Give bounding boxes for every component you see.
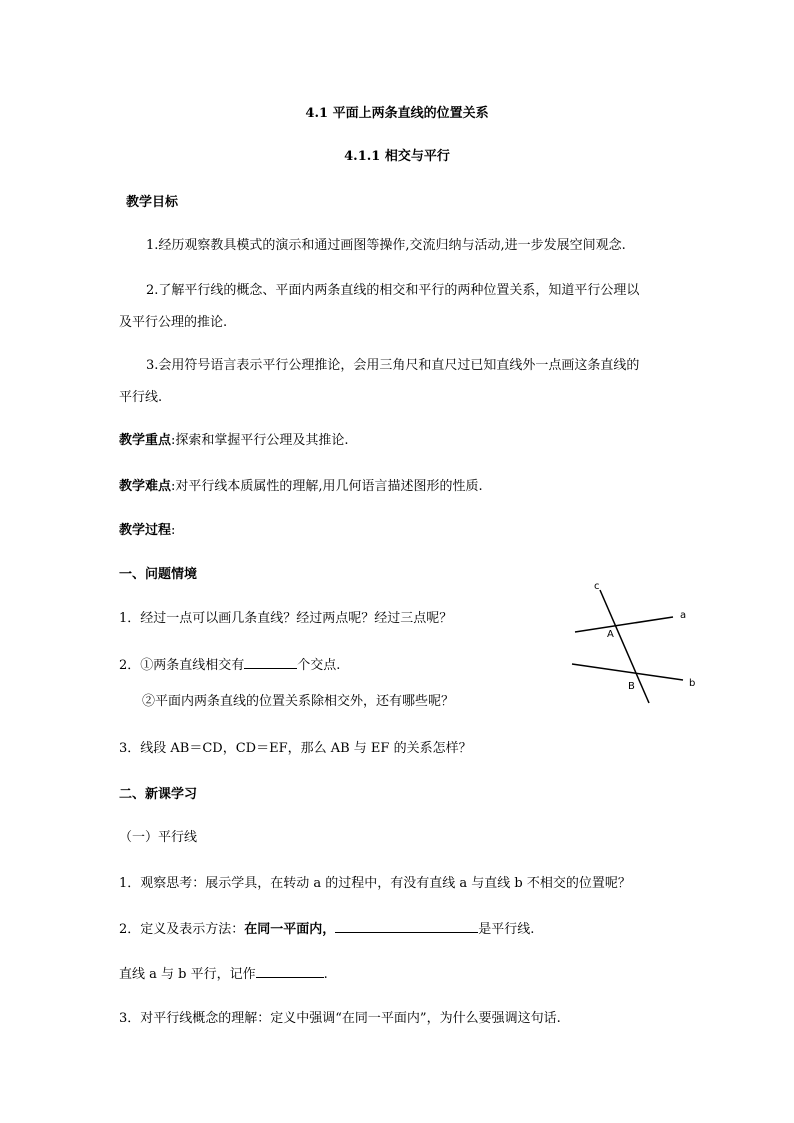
question-2a-pre: 2．①两条直线相交有 <box>119 658 245 673</box>
blank-intersections[interactable] <box>244 656 297 669</box>
label-a: a <box>680 610 687 621</box>
goal-2-line2: 及平行公理的推论. <box>119 315 228 330</box>
goal-1: 1.经历观察教具模式的演示和通过画图等操作,交流归纳与活动,进一步发展空间观念. <box>146 238 626 253</box>
paragraph-1: 1．观察思考：展示学具，在转动 a 的过程中，有没有直线 a 与直线 b 不相交的位置呢？ <box>119 876 631 891</box>
paragraph-2-bold: 在同一平面内， <box>244 922 336 937</box>
question-1: 1．经过一点可以画几条直线？经过两点呢？经过三点呢？ <box>119 611 453 626</box>
section2-heading: 二、新课学习 <box>119 787 198 802</box>
paragraph-2-post: 是平行线. <box>478 922 535 937</box>
line-c <box>600 590 649 703</box>
line-b <box>572 664 683 680</box>
blank-definition[interactable] <box>335 920 478 933</box>
difficulty-label: 教学难点 <box>119 479 172 494</box>
goals-heading: 教学目标 <box>126 195 179 210</box>
question-3: 3．线段 AB＝CD，CD＝EF，那么 AB 与 EF 的关系怎样？ <box>119 741 472 756</box>
section-subtitle: 4.1.1 相交与平行 <box>344 149 450 164</box>
label-point-B: B <box>628 681 635 692</box>
key-point-text: :探索和掌握平行公理及其推论. <box>171 433 349 448</box>
difficulty-point <box>119 479 483 495</box>
process-label: 教学过程 <box>119 523 172 538</box>
goal-2-line1: 2.了解平行线的概念、平面内两条直线的相交和平行的两种位置关系，知道平行公理以 <box>146 283 640 298</box>
question-2a-post: 个交点. <box>297 658 341 673</box>
paragraph-2 <box>119 920 534 938</box>
paragraph-2-pre: 2．定义及表示方法： <box>119 922 245 937</box>
goal-3-line2: 平行线. <box>119 390 163 405</box>
process-colon: : <box>171 523 176 538</box>
line-a <box>575 617 673 632</box>
key-point-label: 教学重点 <box>119 433 172 448</box>
section1-heading: 一、问题情境 <box>119 567 198 582</box>
page-title: 4.1 平面上两条直线的位置关系 <box>305 106 489 121</box>
difficulty-text: :对平行线本质属性的理解,用几何语言描述图形的性质. <box>171 479 483 494</box>
label-b: b <box>689 678 696 689</box>
paragraph-3-pre: 直线 a 与 b 平行，记作 <box>119 967 256 982</box>
paragraph-4: 3．对平行线概念的理解：定义中强调“在同一平面内”，为什么要强调这句话. <box>119 1011 561 1026</box>
lines-figure <box>560 575 710 710</box>
process-heading <box>119 523 175 539</box>
subsection-heading: （一）平行线 <box>119 830 198 845</box>
paragraph-3-post: . <box>323 967 328 982</box>
question-2b: ②平面内两条直线的位置关系除相交外，还有哪些呢？ <box>142 694 455 709</box>
label-c: c <box>594 581 600 592</box>
question-2a <box>119 656 340 674</box>
label-point-A: A <box>607 629 614 640</box>
blank-notation[interactable] <box>256 965 324 978</box>
key-point <box>119 433 349 449</box>
goal-3-line1: 3.会用符号语言表示平行公理推论，会用三角尺和直尺过已知直线外一点画这条直线的 <box>146 358 640 373</box>
paragraph-3 <box>119 965 328 983</box>
